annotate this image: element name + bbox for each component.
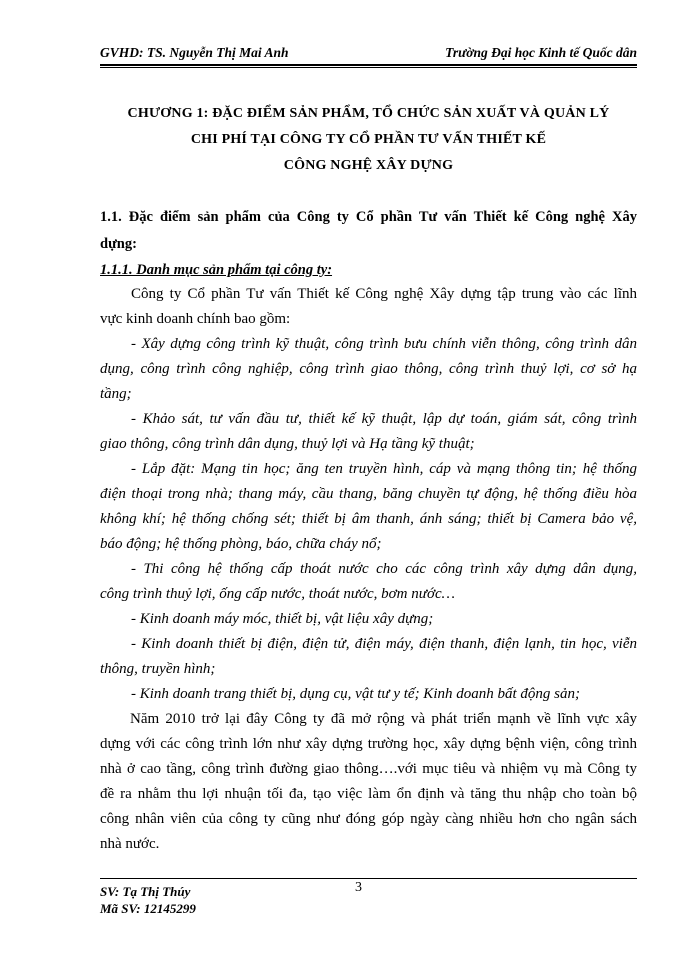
header-university: Trường Đại học Kinh tế Quốc dân: [445, 45, 637, 60]
body-line: dựng với các công trình lớn như xây dựng trường học, xây dựng bệnh viện, công trình: [100, 736, 637, 752]
footer-rule: [100, 878, 637, 879]
chapter-title-line-3: CÔNG NGHỆ XÂY DỰNG: [283, 158, 454, 173]
body-line: nhà nước.: [100, 836, 160, 852]
body-line: - Kinh doanh máy móc, thiết bị, vật liệu xây dựng;: [131, 611, 434, 627]
body-line: Công ty Cổ phần Tư vấn Thiết kế Công nghệ Xây dựng tập trung vào các lĩnh: [131, 286, 637, 302]
body-line: vực kinh doanh chính bao gồm:: [100, 311, 291, 327]
section-title-line-1: 1.1. Đặc điểm sản phẩm của Công ty Cổ phần Tư vấn Thiết kế Công nghệ Xây: [100, 209, 637, 225]
header-rule-thick: [100, 64, 637, 66]
body-line: giao thông, công trình dân dụng, thuỷ lợi và Hạ tầng kỹ thuật;: [100, 436, 475, 452]
body-line: nhà ở cao tầng, công trình đường giao thông….với mục tiêu và nhiệm vụ mà Công ty: [100, 761, 637, 777]
footer-student-name: SV: Tạ Thị Thúy: [100, 884, 191, 899]
body-line: dụng, công trình công nghiệp, công trình giao thông, công trình thuỷ lợi, cơ sở hạ: [100, 361, 637, 377]
body-line: điện thoại trong nhà; thang máy, cầu thang, băng chuyền tự động, hệ thống điều hòa: [100, 486, 637, 502]
page-number: 3: [355, 880, 362, 895]
body-line: công trình thuỷ lợi, ống cấp nước, thoát nước, bơm nước…: [100, 586, 455, 602]
body-line: - Kinh doanh trang thiết bị, dụng cụ, vật tư y tế; Kinh doanh bất động sản;: [131, 686, 580, 702]
body-line: - Xây dựng công trình kỹ thuật, công trình bưu chính viễn thông, công trình dân: [131, 336, 637, 352]
body-line: Năm 2010 trở lại đây Công ty đã mở rộng và phát triển mạnh về lĩnh vực xây: [130, 711, 637, 727]
body-line: đề ra nhằm thu lợi nhuận tối đa, tạo việc làm ổn định và tăng thu nhập cho toàn bộ: [100, 786, 637, 802]
header-supervisor: GVHD: TS. Nguyễn Thị Mai Anh: [100, 45, 289, 60]
body-line: không khí; hệ thống chống sét; thiết bị âm thanh, ánh sáng; thiết bị Camera bảo vệ,: [100, 511, 637, 527]
body-line: - Kinh doanh thiết bị điện, điện tử, điện máy, điện thanh, điện lạnh, tin học, viễn: [131, 636, 637, 652]
chapter-title-line-1: CHƯƠNG 1: ĐẶC ĐIỂM SẢN PHẨM, TỔ CHỨC SẢN XUẤT VÀ QUẢN LÝ: [127, 106, 610, 121]
section-title-line-2: dựng:: [100, 236, 137, 252]
body-line: công nhân viên của công ty cũng như đóng góp ngày càng nhiều hơn cho ngân sách: [100, 811, 637, 827]
body-line: thông, truyền hình;: [100, 661, 216, 677]
subsection-title: 1.1.1. Danh mục sản phẩm tại công ty:: [100, 262, 333, 278]
body-line: - Khảo sát, tư vấn đầu tư, thiết kế kỹ thuật, lập dự toán, giám sát, công trình: [131, 411, 637, 427]
header-rule-thin: [100, 67, 637, 68]
body-line: báo động; hệ thống phòng, báo, chữa cháy nổ;: [100, 536, 382, 552]
page-header: [100, 40, 637, 64]
footer-student-id: Mã SV: 12145299: [100, 901, 196, 916]
body-line: - Thi công hệ thống cấp thoát nước cho các công trình xây dựng dân dụng,: [131, 561, 637, 577]
chapter-title-line-2: CHI PHÍ TẠI CÔNG TY CỔ PHẦN TƯ VẤN THIẾT KẾ: [190, 132, 547, 147]
body-line: tầng;: [100, 386, 132, 402]
body-line: - Lắp đặt: Mạng tin học; ăng ten truyền hình, cáp và mạng thông tin; hệ thống: [131, 461, 637, 477]
